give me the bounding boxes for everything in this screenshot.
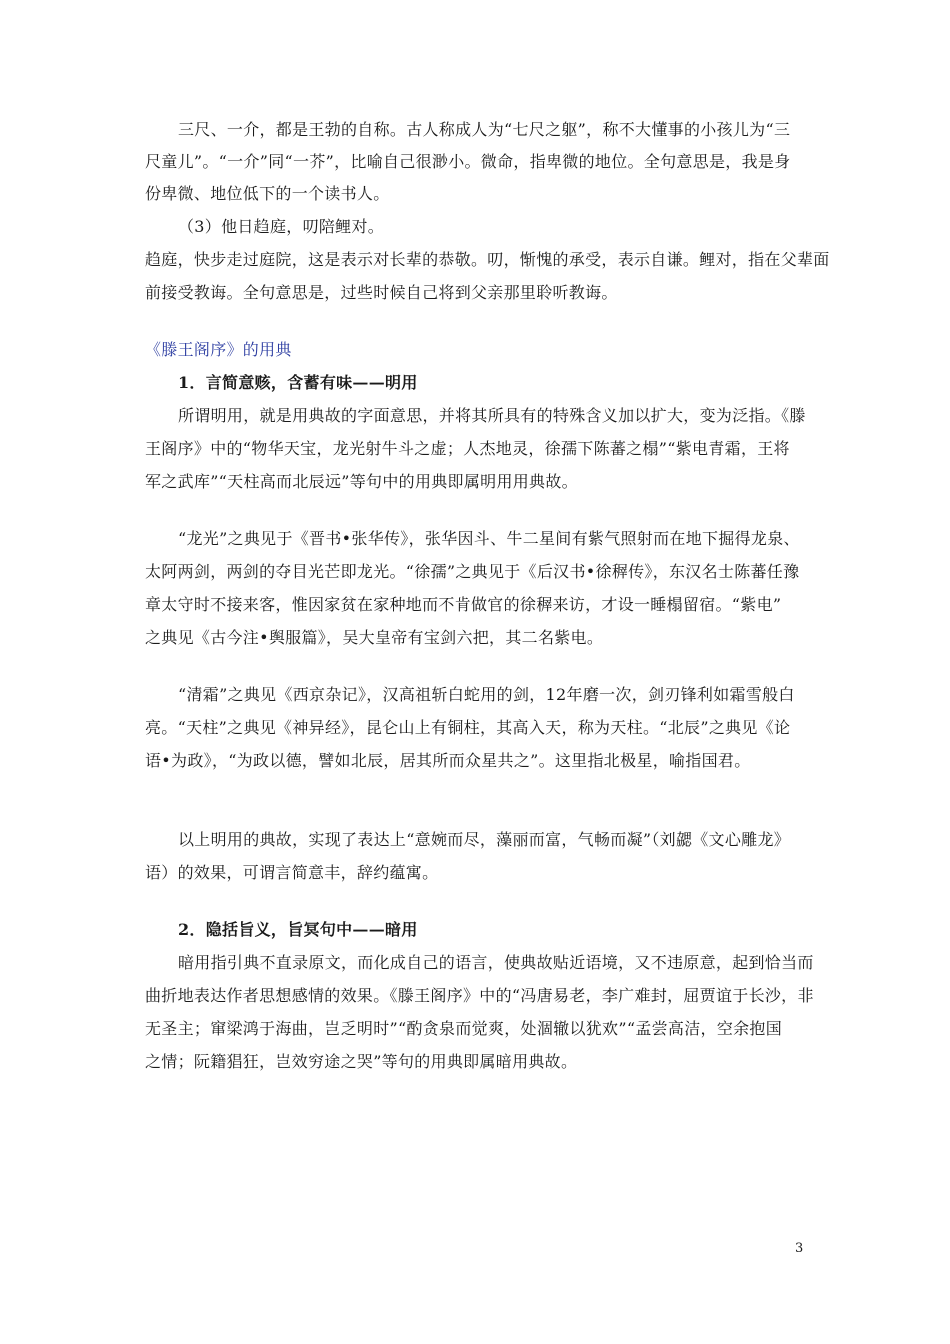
- page-number: 3: [795, 1241, 804, 1256]
- paragraph-line: 曲折地表达作者思想感情的效果。《滕王阁序》中的“冯唐易老，李广难封，屈贾谊于长沙，非: [145, 986, 814, 1005]
- paragraph-line: “龙光”之典见于《晋书•张华传》，张华因斗、牛二星间有紫气照射而在地下掘得龙泉、: [178, 529, 800, 548]
- paragraph-line: 前接受教诲。全句意思是，过些时候自己将到父亲那里聆听教诲。: [145, 283, 618, 302]
- subheading-explicit-allusion: 1．言简意赅，含蓄有味——明用: [178, 373, 418, 392]
- paragraph-line: 王阁序》中的“物华天宝，龙光射牛斗之虚；人杰地灵，徐孺下陈蕃之榻”“紫电青霜，王将: [145, 439, 790, 458]
- paragraph-line: 无圣主；窜梁鸿于海曲，岂乏明时”“酌贪泉而觉爽，处涸辙以犹欢”“孟尝高洁，空余抱国: [145, 1019, 783, 1038]
- paragraph-line: 之典见《古今注•舆服篇》，吴大皇帝有宝剑六把，其二名紫电。: [145, 628, 604, 647]
- paragraph-line: 章太守时不接来客，惟因家贫在家种地而不肯做官的徐稺来访，才设一睡榻留宿。“紫电”: [145, 595, 782, 614]
- paragraph-line: 语）的效果，可谓言简意丰，辞约蕴寓。: [145, 863, 439, 882]
- section-title: 《滕王阁序》的用典: [145, 340, 292, 359]
- paragraph-line: 趋庭，快步走过庭院，这是表示对长辈的恭敬。叨，惭愧的承受，表示自谦。鲤对，指在父辈面: [145, 250, 830, 269]
- paragraph-line: 语•为政》，“为政以德，譬如北辰，居其所而众星共之”。这里指北极星，喻指国君。: [145, 751, 751, 770]
- paragraph-line: 亮。“天柱”之典见《神异经》，昆仑山上有铜柱，其高入天，称为天柱。“北辰”之典见《论: [145, 718, 791, 737]
- paragraph-line: 份卑微、地位低下的一个读书人。: [145, 184, 390, 203]
- subheading-implicit-allusion: 2．隐括旨义，旨冥句中——暗用: [178, 920, 418, 939]
- paragraph-line: 尺童儿”。“一介”同“一芥”，比喻自己很渺小。微命，指卑微的地位。全句意思是，我是身: [145, 152, 791, 171]
- paragraph-line: 暗用指引典不直录原文，而化成自己的语言，使典故贴近语境，又不违原意，起到恰当而: [178, 953, 814, 972]
- paragraph-line: 军之武库”“天柱高而北辰远”等句中的用典即属明用用典故。: [145, 472, 578, 491]
- paragraph-line: 太阿两剑，两剑的夺目光芒即龙光。“徐孺”之典见于《后汉书•徐稺传》，东汉名士陈蕃任豫: [145, 562, 800, 581]
- paragraph-line: 之情；阮籍猖狂，岂效穷途之哭”等句的用典即属暗用典故。: [145, 1052, 578, 1071]
- paragraph-line: 所谓明用，就是用典故的字面意思，并将其所具有的特殊含义加以扩大，变为泛指。《滕: [178, 406, 806, 425]
- paragraph-line: “清霜”之典见《西京杂记》，汉高祖斩白蛇用的剑，12年磨一次，剑刃锋利如霜雪般白: [178, 685, 795, 704]
- paragraph-line: 三尺、一介，都是王勃的自称。古人称成人为“七尺之躯”，称不大懂事的小孩儿为“三: [178, 120, 791, 139]
- paragraph-line: 以上明用的典故，实现了表达上“意婉而尽，藻丽而富，气畅而凝”（刘勰《文心雕龙》: [178, 830, 791, 849]
- paragraph-line: （3）他日趋庭，叨陪鲤对。: [178, 217, 385, 236]
